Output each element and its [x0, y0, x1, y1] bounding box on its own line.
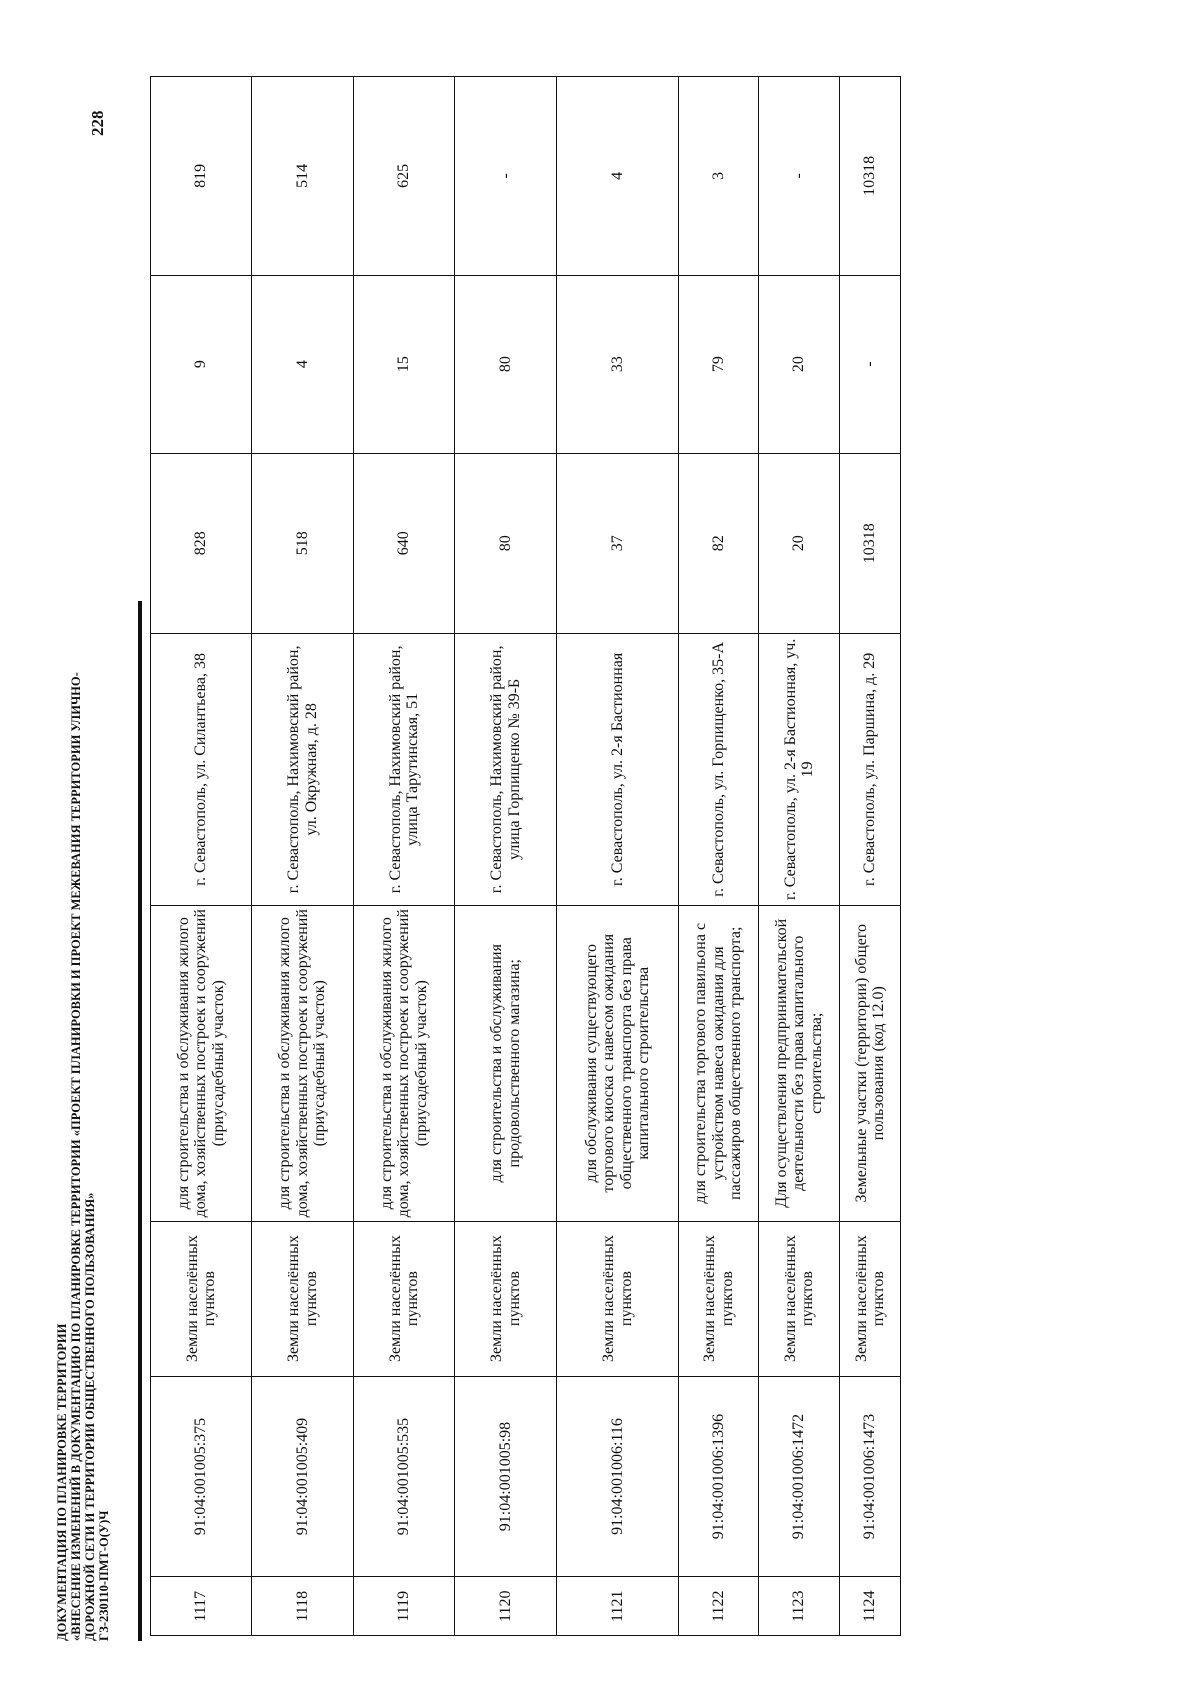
cadastral-number: 91:04:001006:1396 [679, 1376, 759, 1577]
area-total: 828 [151, 453, 252, 633]
area-part: 4 [252, 275, 354, 453]
area-total: 80 [455, 453, 557, 633]
area-remaining: 4 [557, 77, 679, 276]
header-line: ДОРОЖНОЙ СЕТИ И ТЕРРИТОРИИ ОБЩЕСТВЕННОГО ПОЛЬЗОВАНИЯ» [83, 1192, 97, 1641]
area-total: 20 [759, 453, 840, 633]
permitted-use: для строительства и обслуживания жилого дома, хозяйственных построек и сооружений (приусадебный участок) [151, 905, 252, 1221]
row-number: 1117 [151, 1577, 252, 1636]
land-category: Земли населённых пунктов [354, 1221, 455, 1376]
table-row [151, 77, 252, 1636]
area-total: 640 [354, 453, 455, 633]
cadastral-number: 91:04:001006:1473 [840, 1376, 901, 1577]
area-total: 10318 [840, 453, 901, 633]
address: г. Севастополь, Нахимовский район, улица Горпищенко № 39-Б [455, 633, 557, 905]
permitted-use: Земельные участки (территории) общего пользования (код 12.0) [840, 905, 901, 1221]
row-number: 1123 [759, 1577, 840, 1636]
table-row [840, 77, 901, 1636]
row-number: 1120 [455, 1577, 557, 1636]
table-row [679, 77, 759, 1636]
address: г. Севастополь, Нахимовский район, улица Тарутинская, 51 [354, 633, 455, 905]
address: г. Севастополь, ул. Силантьева, 38 [151, 633, 252, 905]
document-header [55, 141, 111, 1641]
permitted-use: Для осуществления предпринимательской деятельности без права капитального строительства; [759, 905, 840, 1221]
row-number: 1119 [354, 1577, 455, 1636]
area-total: 37 [557, 453, 679, 633]
land-category: Земли населённых пунктов [151, 1221, 252, 1376]
row-number: 1121 [557, 1577, 679, 1636]
area-remaining: 10318 [840, 77, 901, 276]
area-remaining: 3 [679, 77, 759, 276]
land-plots-table [150, 76, 901, 1636]
page-number: 228 [88, 110, 107, 136]
row-number: 1124 [840, 1577, 901, 1636]
area-total: 82 [679, 453, 759, 633]
table-row [455, 77, 557, 1636]
address: г. Севастополь, ул. Паршина, д. 29 [840, 633, 901, 905]
land-category: Земли населённых пунктов [840, 1221, 901, 1376]
area-remaining: 819 [151, 77, 252, 276]
permitted-use: для строительства и обслуживания продовольственного магазина; [455, 905, 557, 1221]
permitted-use: для строительства и обслуживания жилого дома, хозяйственных построек и сооружений (приусадебный участок) [354, 905, 455, 1221]
area-part: 15 [354, 275, 455, 453]
area-part: 80 [455, 275, 557, 453]
table-row [557, 77, 679, 1636]
area-remaining: - [455, 77, 557, 276]
header-line: «ВНЕСЕНИЕ ИЗМЕНЕНИЙ В ДОКУМЕНТАЦИЮ ПО ПЛАНИРОВКЕ ТЕРРИТОРИИ «ПРОЕКТ ПЛАНИРОВКИ И ПРОЕКТ МЕЖЕВАНИЯ ТЕРРИТОРИИ УЛИЧНО- [69, 672, 83, 1641]
area-remaining: 625 [354, 77, 455, 276]
cadastral-number: 91:04:001006:1472 [759, 1376, 840, 1577]
address: г. Севастополь, ул. 2-я Бастионная [557, 633, 679, 905]
table-row [354, 77, 455, 1636]
area-remaining: - [759, 77, 840, 276]
area-part: 20 [759, 275, 840, 453]
land-category: Земли населённых пунктов [455, 1221, 557, 1376]
table-row [759, 77, 840, 1636]
address: г. Севастополь, ул. 2-я Бастионная, уч. 19 [759, 633, 840, 905]
area-part: - [840, 275, 901, 453]
area-part: 33 [557, 275, 679, 453]
area-part: 79 [679, 275, 759, 453]
header-line: ДОКУМЕНТАЦИЯ ПО ПЛАНИРОВКЕ ТЕРРИТОРИИ [55, 1323, 69, 1641]
permitted-use: для строительства торгового павильона с устройством навеса ожидания для пассажиров общественного транспорта; [679, 905, 759, 1221]
cadastral-number: 91:04:001005:98 [455, 1376, 557, 1577]
row-number: 1122 [679, 1577, 759, 1636]
cadastral-number: 91:04:001005:409 [252, 1376, 354, 1577]
permitted-use: для обслуживания существующего торгового киоска с навесом ожидания общественного транспорта без права капитального строительства [557, 905, 679, 1221]
cadastral-number: 91:04:001005:375 [151, 1376, 252, 1577]
cadastral-number: 91:04:001005:535 [354, 1376, 455, 1577]
area-part: 9 [151, 275, 252, 453]
area-total: 518 [252, 453, 354, 633]
row-number: 1118 [252, 1577, 354, 1636]
land-category: Земли населённых пунктов [679, 1221, 759, 1376]
address: г. Севастополь, Нахимовский район, ул. Окружная, д. 28 [252, 633, 354, 905]
area-remaining: 514 [252, 77, 354, 276]
cadastral-number: 91:04:001006:116 [557, 1376, 679, 1577]
table-row [252, 77, 354, 1636]
address: г. Севастополь, ул. Горпищенко, 35-А [679, 633, 759, 905]
land-category: Земли населённых пунктов [252, 1221, 354, 1376]
land-category: Земли населённых пунктов [759, 1221, 840, 1376]
permitted-use: для строительства и обслуживания жилого дома, хозяйственных построек и сооружений (приусадебный участок) [252, 905, 354, 1221]
header-divider [138, 601, 142, 1641]
header-line: ГЗ-230110-ПМТ-О(У)Ч [97, 1510, 111, 1641]
land-category: Земли населённых пунктов [557, 1221, 679, 1376]
